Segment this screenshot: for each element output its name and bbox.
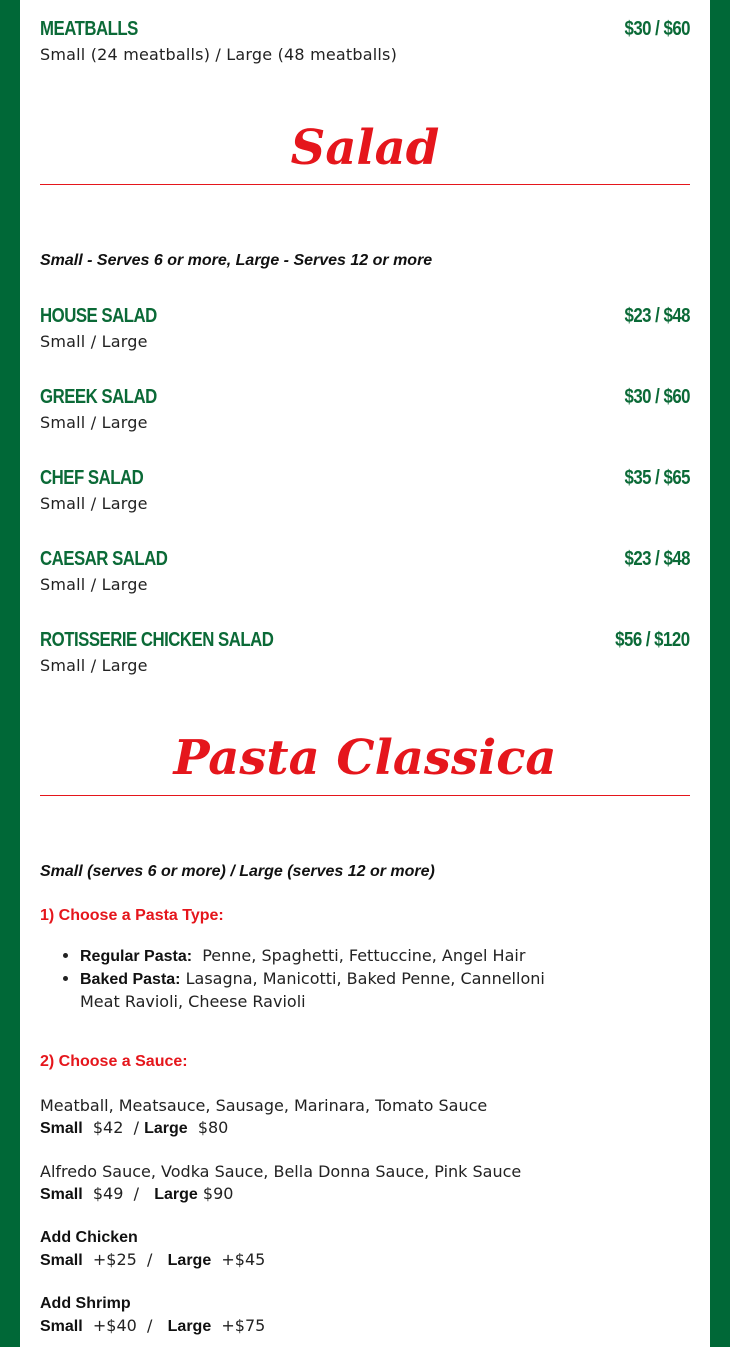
- item-desc-greek-salad: Small / Large: [40, 413, 148, 432]
- menu-page: [20, 0, 710, 1347]
- sauce-group-price: Small $49 / Large $90: [40, 1184, 234, 1203]
- pasta-type-options-continued: Meat Ravioli, Cheese Ravioli: [80, 992, 306, 1011]
- addon-title-shrimp: Add Shrimp: [40, 1295, 131, 1312]
- section-divider-salad: [40, 184, 690, 185]
- item-name-rotisserie-chicken-salad: ROTISSERIE CHICKEN SALAD: [40, 629, 274, 651]
- item-price-meatballs: $30 / $60: [624, 18, 690, 40]
- item-desc-meatballs: Small (24 meatballs) / Large (48 meatballs): [40, 45, 398, 64]
- pasta-type-label: Baked Pasta:: [80, 971, 181, 988]
- item-price-greek-salad: $30 / $60: [624, 386, 690, 408]
- addon-title-chicken: Add Chicken: [40, 1229, 138, 1246]
- addon-price-chicken: Small +$25 / Large +$45: [40, 1250, 266, 1269]
- list-item: [80, 945, 730, 968]
- section-title-pasta-classica: Pasta Classica: [173, 730, 557, 786]
- list-item: [80, 968, 730, 1013]
- sauce-group-price: Small $42 / Large $80: [40, 1118, 229, 1137]
- pasta-type-options: Penne, Spaghetti, Fettuccine, Angel Hair: [197, 946, 526, 965]
- item-name-house-salad: HOUSE SALAD: [40, 305, 157, 327]
- pasta-type-list: [40, 945, 730, 1013]
- step-choose-sauce: 2) Choose a Sauce:: [40, 1053, 188, 1070]
- item-desc-caesar-salad: Small / Large: [40, 575, 148, 594]
- sauce-group-list: Alfredo Sauce, Vodka Sauce, Bella Donna Sauce, Pink Sauce: [40, 1162, 522, 1181]
- item-name-chef-salad: CHEF SALAD: [40, 467, 144, 489]
- addon-price-shrimp: Small +$40 / Large +$75: [40, 1316, 266, 1335]
- item-price-house-salad: $23 / $48: [624, 305, 690, 327]
- pasta-serving-note: Small (serves 6 or more) / Large (serves 12 or more): [40, 863, 435, 880]
- step-choose-pasta-type: 1) Choose a Pasta Type:: [40, 907, 224, 924]
- item-price-caesar-salad: $23 / $48: [624, 548, 690, 570]
- section-title-salad: Salad: [290, 120, 440, 176]
- item-desc-house-salad: Small / Large: [40, 332, 148, 351]
- item-desc-rotisserie-chicken-salad: Small / Large: [40, 656, 148, 675]
- salad-serving-note: Small - Serves 6 or more, Large - Serves 12 or more: [40, 252, 433, 269]
- item-name-greek-salad: GREEK SALAD: [40, 386, 157, 408]
- item-price-rotisserie-chicken-salad: $56 / $120: [615, 629, 690, 651]
- item-name-meatballs: MEATBALLS: [40, 18, 138, 40]
- pasta-type-options: Lasagna, Manicotti, Baked Penne, Cannelloni: [185, 969, 545, 988]
- item-desc-chef-salad: Small / Large: [40, 494, 148, 513]
- item-price-chef-salad: $35 / $65: [624, 467, 690, 489]
- item-name-caesar-salad: CAESAR SALAD: [40, 548, 168, 570]
- section-divider-pasta: [40, 795, 690, 796]
- pasta-type-label: Regular Pasta:: [80, 948, 193, 965]
- sauce-group-list: Meatball, Meatsauce, Sausage, Marinara, Tomato Sauce: [40, 1096, 488, 1115]
